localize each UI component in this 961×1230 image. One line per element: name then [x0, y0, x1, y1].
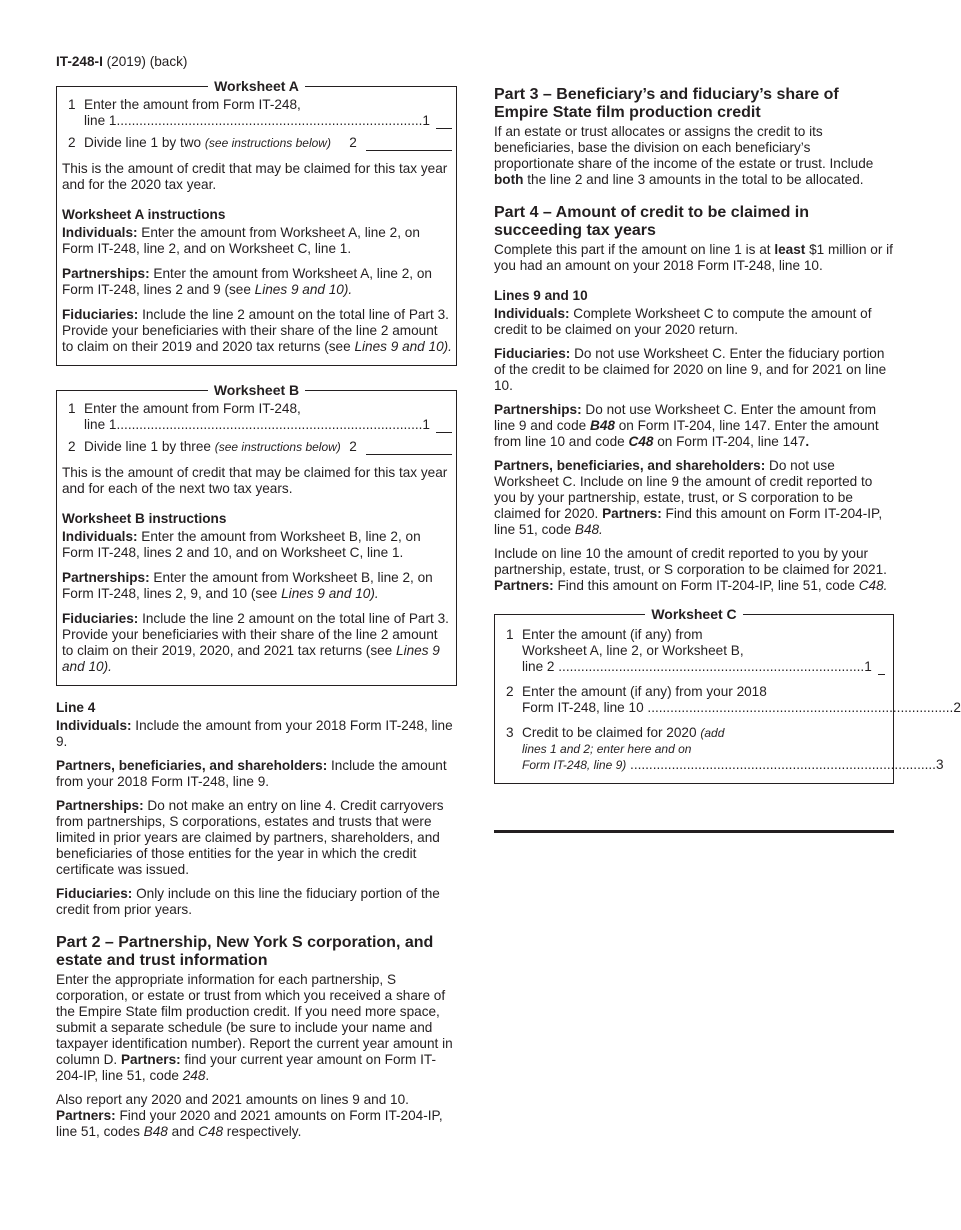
- worksheet-c-line-1: 1 Enter the amount (if any) from Worksheet A, line 2, or Worksheet B, line 2 ................................................................................. 1: [500, 627, 885, 675]
- part-3-text: If an estate or trust allocates or assigns the credit to its beneficiaries, base the division on each beneficiary’s proportionate share of the income of the estate or trust. Include both the line 2 and line 3 amounts in the total to be allocated.: [494, 124, 874, 187]
- worksheet-b-line-1-field[interactable]: [436, 420, 452, 433]
- worksheet-c: [494, 606, 961, 784]
- worksheet-b-note: This is the amount of credit that may be claimed for this tax year and for each of the next two tax years.: [62, 465, 448, 496]
- worksheet-c-line-3: 3 Credit to be claimed for 2020 (add lines 1 and 2; enter here and on Form IT-248, line 9) ................................................................................. 3: [506, 725, 944, 772]
- worksheet-b-line-2-field[interactable]: [366, 442, 452, 455]
- worksheet-b-fiduciaries: Fiduciaries: Include the line 2 amount on the total line of Part 3. Provide your beneficiaries with their share of the line 2 amount to claim on their 2019, 2020, and 2021 tax returns (see Lines 9 and 10).: [62, 611, 449, 674]
- part-4-partnerships: Partnerships: Do not use Worksheet C. Enter the amount from line 9 and code B48 on Form IT-204, line 147. Enter the amount from line 10 and code C48 on Form IT-204, line 147.: [494, 402, 879, 449]
- part-3-section: [494, 86, 894, 188]
- worksheet-c-line-1-field[interactable]: [878, 662, 885, 675]
- worksheet-c-line-2: 2 Enter the amount (if any) from your 2018 Form IT-248, line 10 ................................................................................. 2: [506, 684, 961, 715]
- part-4-section: [494, 204, 894, 594]
- worksheet-a-fiduciaries: Fiduciaries: Include the line 2 amount on the total line of Part 3. Provide your beneficiaries with their share of the line 2 amount to claim on their 2019 and 2020 tax returns (see Lines 9 and 10).: [62, 307, 452, 354]
- left-column: [56, 78, 457, 1148]
- part-2-section: [56, 934, 457, 1140]
- worksheet-b-individuals: Individuals: Enter the amount from Worksheet B, line 2, on Form IT-248, lines 2 and 10, and on Worksheet C, line 1.: [62, 529, 421, 560]
- worksheet-b-instructions-heading: Worksheet B instructions: [62, 511, 227, 526]
- worksheet-a-line-2: 2 Divide line 1 by two (see instructions below) 2: [62, 135, 452, 151]
- form-id: IT-248-I: [56, 54, 103, 69]
- worksheet-a: [56, 78, 457, 366]
- part-4-heading: Part 4 – Amount of credit to be claimed in succeeding tax years: [494, 204, 810, 239]
- worksheet-a-partnerships: Partnerships: Enter the amount from Worksheet A, line 2, on Form IT-248, lines 2 and 9 (see Lines 9 and 10).: [62, 266, 432, 297]
- part-4-intro: Complete this part if the amount on line 1 is at least $1 million or if you had an amount on your 2018 Form IT-248, line 10.: [494, 242, 893, 273]
- line-4-fiduciaries: Fiduciaries: Only include on this line the fiduciary portion of the credit from prior years.: [56, 886, 440, 917]
- line-4-partnerships: Partnerships: Do not make an entry on line 4. Credit carryovers from partnerships, S corporations, estates and trusts that were limited in prior years are claimed by partners, shareholders, and beneficiaries of those entities for the year in which the credit certificate was issued.: [56, 798, 444, 877]
- form-year-side: (2019) (back): [106, 54, 188, 69]
- line-4-section: [56, 700, 457, 918]
- lines-9-10-heading: Lines 9 and 10: [494, 288, 588, 303]
- line-4-heading: Line 4: [56, 700, 96, 715]
- worksheet-a-note: This is the amount of credit that may be claimed for this tax year and for the 2020 tax year.: [62, 161, 448, 192]
- page-header: [56, 54, 187, 70]
- worksheet-b-line-1: 1 Enter the amount from Form IT-248, line 1................................................................................. 1: [62, 401, 452, 433]
- worksheet-a-instructions-heading: Worksheet A instructions: [62, 207, 226, 222]
- part-2-paragraph-1: Enter the appropriate information for each partnership, S corporation, or estate or trust from which you received a share of the Empire State film production credit. If you need more space, submit a separate schedule (be sure to include your name and taxpayer identification number). Report the current year amount in column D. Partners: find your current year amount on Form IT-204-IP, line 51, code 248.: [56, 972, 453, 1083]
- worksheet-a-title: Worksheet A: [208, 78, 305, 94]
- section-end-rule: [494, 830, 894, 833]
- part-4-partners-beneficiaries: Partners, beneficiaries, and shareholders: Do not use Worksheet C. Include on line 9 the amount of credit reported to you by your partnership, estate, trust, or S corporation to be claimed for 2020. Partners: Find this amount on Form IT-204-IP, line 51, code B48.: [494, 458, 883, 537]
- worksheet-b: [56, 382, 457, 686]
- worksheet-a-line-1: 1 Enter the amount from Form IT-248, line 1................................................................................. 1: [62, 97, 452, 129]
- part-4-fiduciaries: Fiduciaries: Do not use Worksheet C. Enter the fiduciary portion of the credit to be claimed for 2020 on line 9, and for 2021 on line 10.: [494, 346, 887, 393]
- part-2-paragraph-2: Also report any 2020 and 2021 amounts on lines 9 and 10. Partners: Find your 2020 and 2021 amounts on Form IT-204-IP, line 51, codes B48 and C48 respectively.: [56, 1092, 443, 1139]
- worksheet-a-line-2-field[interactable]: [366, 138, 452, 151]
- line-4-individuals: Individuals: Include the amount from your 2018 Form IT-248, line 9.: [56, 718, 453, 749]
- part-4-include-line-10: Include on line 10 the amount of credit reported to you by your partnership, estate, trust, or S corporation to be claimed for 2021. Partners: Find this amount on Form IT-204-IP, line 51, code C48.: [494, 546, 888, 593]
- part-3-heading: Part 3 – Beneficiary’s and fiduciary’s share of Empire State film production credit: [494, 86, 839, 121]
- worksheet-b-line-2: 2 Divide line 1 by three (see instructions below) 2: [62, 439, 452, 455]
- worksheet-c-title: Worksheet C: [645, 606, 742, 622]
- part-2-heading: Part 2 – Partnership, New York S corporation, and estate and trust information: [56, 934, 434, 969]
- worksheet-a-individuals: Individuals: Enter the amount from Worksheet A, line 2, on Form IT-248, line 2, and on Worksheet C, line 1.: [62, 225, 420, 256]
- worksheet-b-title: Worksheet B: [208, 382, 305, 398]
- part-4-individuals: Individuals: Complete Worksheet C to compute the amount of credit to be claimed on your 2020 return.: [494, 306, 872, 337]
- line-4-partners-beneficiaries: Partners, beneficiaries, and shareholders: Include the amount from your 2018 Form IT-248, line 9.: [56, 758, 447, 789]
- worksheet-a-line-1-field[interactable]: [436, 116, 452, 129]
- right-column: [494, 86, 961, 784]
- worksheet-b-partnerships: Partnerships: Enter the amount from Worksheet B, line 2, on Form IT-248, lines 2, 9, and 10 (see Lines 9 and 10).: [62, 570, 433, 601]
